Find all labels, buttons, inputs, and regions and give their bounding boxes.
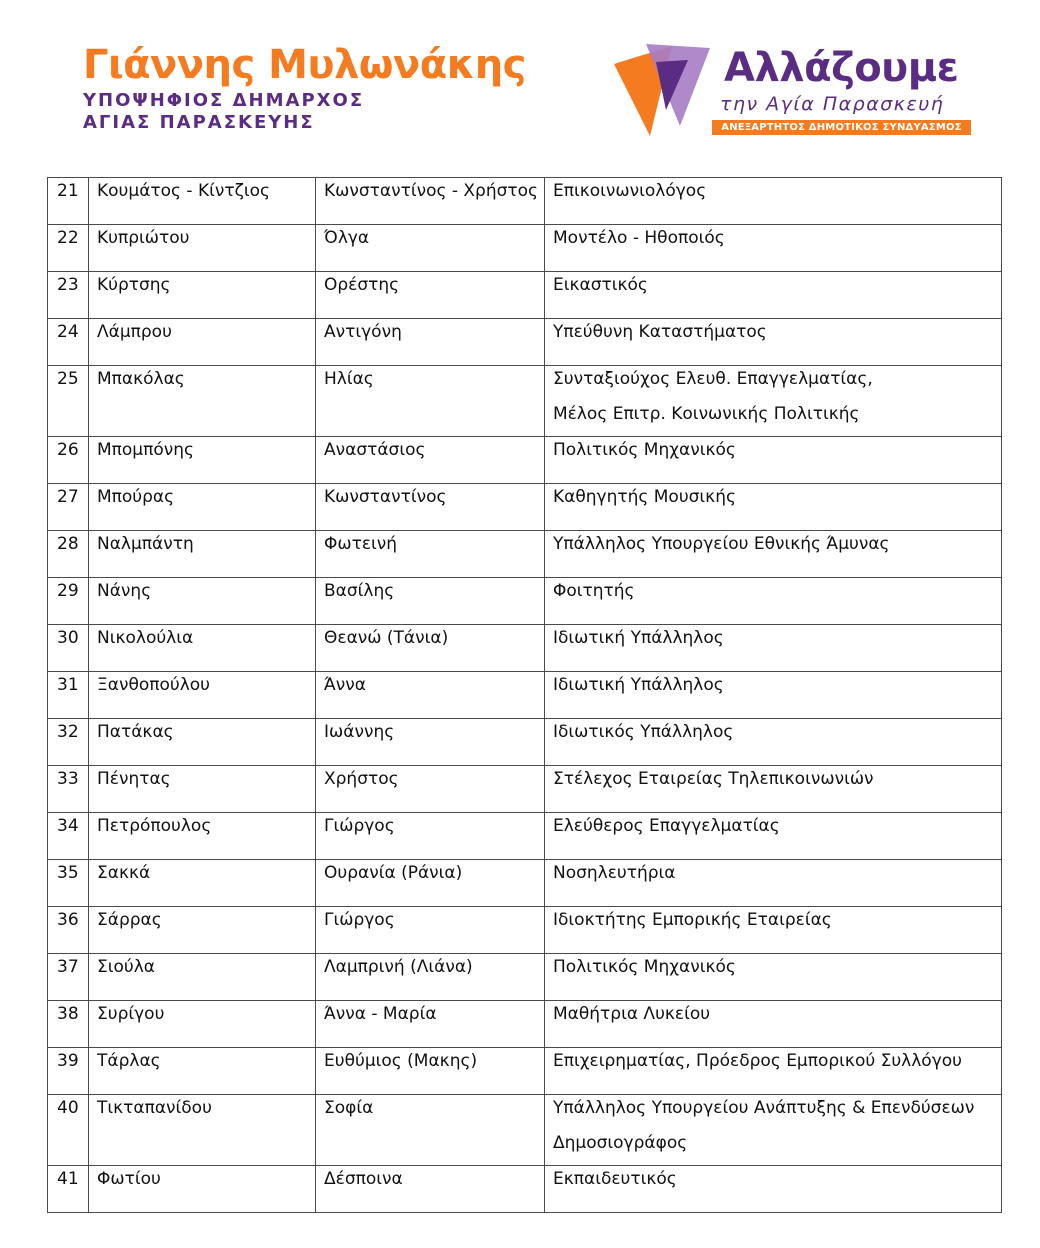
surname-cell: Κύρτσης	[89, 272, 316, 319]
row-number: 21	[48, 178, 89, 225]
surname-cell: Κουμάτος - Κίντζιος	[89, 178, 316, 225]
occupation-line: Συνταξιούχος Ελευθ. Επαγγελματίας,	[553, 369, 873, 389]
occupation-cell	[545, 437, 1002, 484]
occupation-cell	[545, 319, 1002, 366]
table-row	[48, 719, 1002, 766]
table-row	[48, 1166, 1002, 1213]
table-row	[48, 813, 1002, 860]
firstname-cell: Θεανώ (Τάνια)	[316, 625, 545, 672]
occupation-line: Υπεύθυνη Καταστήματος	[553, 322, 767, 342]
row-number: 33	[48, 766, 89, 813]
firstname-cell: Άννα	[316, 672, 545, 719]
occupation-line: Μαθήτρια Λυκείου	[553, 1004, 711, 1024]
occupation-line: Στέλεχος Εταιρείας Τηλεπικοινωνιών	[553, 769, 874, 789]
row-number: 27	[48, 484, 89, 531]
occupation-line-2: Μέλος Επιτρ. Κοινωνικής Πολιτικής	[553, 404, 860, 424]
occupation-cell	[545, 578, 1002, 625]
firstname-cell: Άννα - Μαρία	[316, 1001, 545, 1048]
occupation-line: Πολιτικός Μηχανικός	[553, 440, 736, 460]
party-name: Αλλάζουμε	[724, 45, 959, 91]
firstname-cell: Δέσποινα	[316, 1166, 545, 1213]
surname-cell: Πετρόπουλος	[89, 813, 316, 860]
occupation-line: Εκπαιδευτικός	[553, 1169, 677, 1189]
surname-cell: Νικολούλια	[89, 625, 316, 672]
table-row	[48, 1095, 1002, 1166]
firstname-cell: Ιωάννης	[316, 719, 545, 766]
row-number: 31	[48, 672, 89, 719]
candidates-table-body	[48, 178, 1002, 1213]
table-row	[48, 225, 1002, 272]
row-number: 39	[48, 1048, 89, 1095]
occupation-cell	[545, 1048, 1002, 1095]
firstname-cell: Γιώργος	[316, 907, 545, 954]
firstname-cell: Όλγα	[316, 225, 545, 272]
surname-cell: Κυπριώτου	[89, 225, 316, 272]
firstname-cell: Ουρανία (Ράνια)	[316, 860, 545, 907]
firstname-cell: Γιώργος	[316, 813, 545, 860]
surname-cell: Σιούλα	[89, 954, 316, 1001]
occupation-line: Καθηγητής Μουσικής	[553, 487, 736, 507]
table-row	[48, 860, 1002, 907]
firstname-cell: Αναστάσιος	[316, 437, 545, 484]
row-number: 36	[48, 907, 89, 954]
occupation-cell	[545, 672, 1002, 719]
row-number: 30	[48, 625, 89, 672]
occupation-line: Φοιτητής	[553, 581, 635, 601]
table-row	[48, 1001, 1002, 1048]
occupation-cell	[545, 907, 1002, 954]
occupation-cell	[545, 766, 1002, 813]
occupation-line: Ελεύθερος Επαγγελματίας	[553, 816, 780, 836]
surname-cell: Πένητας	[89, 766, 316, 813]
table-row	[48, 907, 1002, 954]
row-number: 28	[48, 531, 89, 578]
candidate-role-line1: ΥΠΟΨΗΦΙΟΣ ΔΗΜΑΡΧΟΣ	[83, 90, 365, 111]
occupation-cell	[545, 1001, 1002, 1048]
table-row	[48, 437, 1002, 484]
candidate-role-line2: ΑΓΙΑΣ ΠΑΡΑΣΚΕΥΗΣ	[83, 112, 315, 133]
surname-cell: Τικταπανίδου	[89, 1095, 316, 1166]
occupation-line: Νοσηλευτήρια	[553, 863, 676, 883]
candidate-block	[83, 40, 526, 134]
surname-cell: Ξανθοπούλου	[89, 672, 316, 719]
row-number: 29	[48, 578, 89, 625]
occupation-cell	[545, 625, 1002, 672]
row-number: 24	[48, 319, 89, 366]
table-row	[48, 766, 1002, 813]
occupation-cell	[545, 860, 1002, 907]
row-number: 25	[48, 366, 89, 437]
party-tagline: ΑΝΕΞΑΡΤΗΤΟΣ ΔΗΜΟΤΙΚΟΣ ΣΥΝΔΥΑΣΜΟΣ	[712, 120, 971, 135]
occupation-line: Επιχειρηματίας, Πρόεδρος Εμπορικού Συλλόγου	[553, 1051, 962, 1071]
candidates-table	[47, 177, 1002, 1213]
occupation-line: Εικαστικός	[553, 275, 648, 295]
triangle-logo-icon	[606, 40, 718, 138]
surname-cell: Σακκά	[89, 860, 316, 907]
occupation-cell	[545, 954, 1002, 1001]
surname-cell: Νάνης	[89, 578, 316, 625]
surname-cell: Φωτίου	[89, 1166, 316, 1213]
firstname-cell: Σοφία	[316, 1095, 545, 1166]
firstname-cell: Κωνσταντίνος	[316, 484, 545, 531]
table-row	[48, 578, 1002, 625]
surname-cell: Μπούρας	[89, 484, 316, 531]
firstname-cell: Ηλίας	[316, 366, 545, 437]
occupation-cell	[545, 225, 1002, 272]
table-row	[48, 366, 1002, 437]
occupation-cell	[545, 484, 1002, 531]
firstname-cell: Βασίλης	[316, 578, 545, 625]
occupation-line: Ιδιωτική Υπάλληλος	[553, 628, 724, 648]
table-row	[48, 672, 1002, 719]
table-row	[48, 531, 1002, 578]
surname-cell: Τάρλας	[89, 1048, 316, 1095]
table-row	[48, 954, 1002, 1001]
occupation-line: Ιδιωτική Υπάλληλος	[553, 675, 724, 695]
surname-cell: Μπομπόνης	[89, 437, 316, 484]
surname-cell: Ναλμπάντη	[89, 531, 316, 578]
occupation-cell	[545, 178, 1002, 225]
table-row	[48, 272, 1002, 319]
surname-cell: Πατάκας	[89, 719, 316, 766]
firstname-cell: Χρήστος	[316, 766, 545, 813]
candidate-name: Γιάννης Μυλωνάκης	[83, 42, 526, 88]
firstname-cell: Αντιγόνη	[316, 319, 545, 366]
table-row	[48, 319, 1002, 366]
row-number: 40	[48, 1095, 89, 1166]
occupation-cell	[545, 366, 1002, 437]
occupation-line: Υπάλληλος Υπουργείου Εθνικής Άμυνας	[553, 534, 890, 554]
surname-cell: Συρίγου	[89, 1001, 316, 1048]
firstname-cell: Φωτεινή	[316, 531, 545, 578]
surname-cell: Σάρρας	[89, 907, 316, 954]
firstname-cell: Ορέστης	[316, 272, 545, 319]
firstname-cell: Ευθύμιος (Μακης)	[316, 1048, 545, 1095]
surname-cell: Μπακόλας	[89, 366, 316, 437]
occupation-cell	[545, 272, 1002, 319]
party-block	[606, 40, 986, 140]
row-number: 22	[48, 225, 89, 272]
firstname-cell: Λαμπρινή (Λιάνα)	[316, 954, 545, 1001]
table-row	[48, 178, 1002, 225]
firstname-cell: Κωνσταντίνος - Χρήστος	[316, 178, 545, 225]
occupation-cell	[545, 719, 1002, 766]
row-number: 23	[48, 272, 89, 319]
surname-cell: Λάμπρου	[89, 319, 316, 366]
row-number: 37	[48, 954, 89, 1001]
occupation-cell	[545, 1166, 1002, 1213]
occupation-cell	[545, 813, 1002, 860]
table-row	[48, 1048, 1002, 1095]
occupation-line-2: Δημοσιογράφος	[553, 1133, 688, 1153]
table-row	[48, 484, 1002, 531]
row-number: 32	[48, 719, 89, 766]
row-number: 35	[48, 860, 89, 907]
row-number: 26	[48, 437, 89, 484]
party-subtitle: την Αγία Παρασκευή	[720, 93, 945, 115]
row-number: 41	[48, 1166, 89, 1213]
row-number: 34	[48, 813, 89, 860]
occupation-cell	[545, 1095, 1002, 1166]
occupation-line: Πολιτικός Μηχανικός	[553, 957, 736, 977]
occupation-line: Ιδιοκτήτης Εμπορικής Εταιρείας	[553, 910, 832, 930]
occupation-line: Ιδιωτικός Υπάλληλος	[553, 722, 734, 742]
table-row	[48, 625, 1002, 672]
occupation-line: Υπάλληλος Υπουργείου Ανάπτυξης & Επενδύσεων	[553, 1098, 975, 1118]
occupation-line: Επικοινωνιολόγος	[553, 181, 707, 201]
occupation-cell	[545, 531, 1002, 578]
row-number: 38	[48, 1001, 89, 1048]
occupation-line: Μοντέλο - Ηθοποιός	[553, 228, 725, 248]
